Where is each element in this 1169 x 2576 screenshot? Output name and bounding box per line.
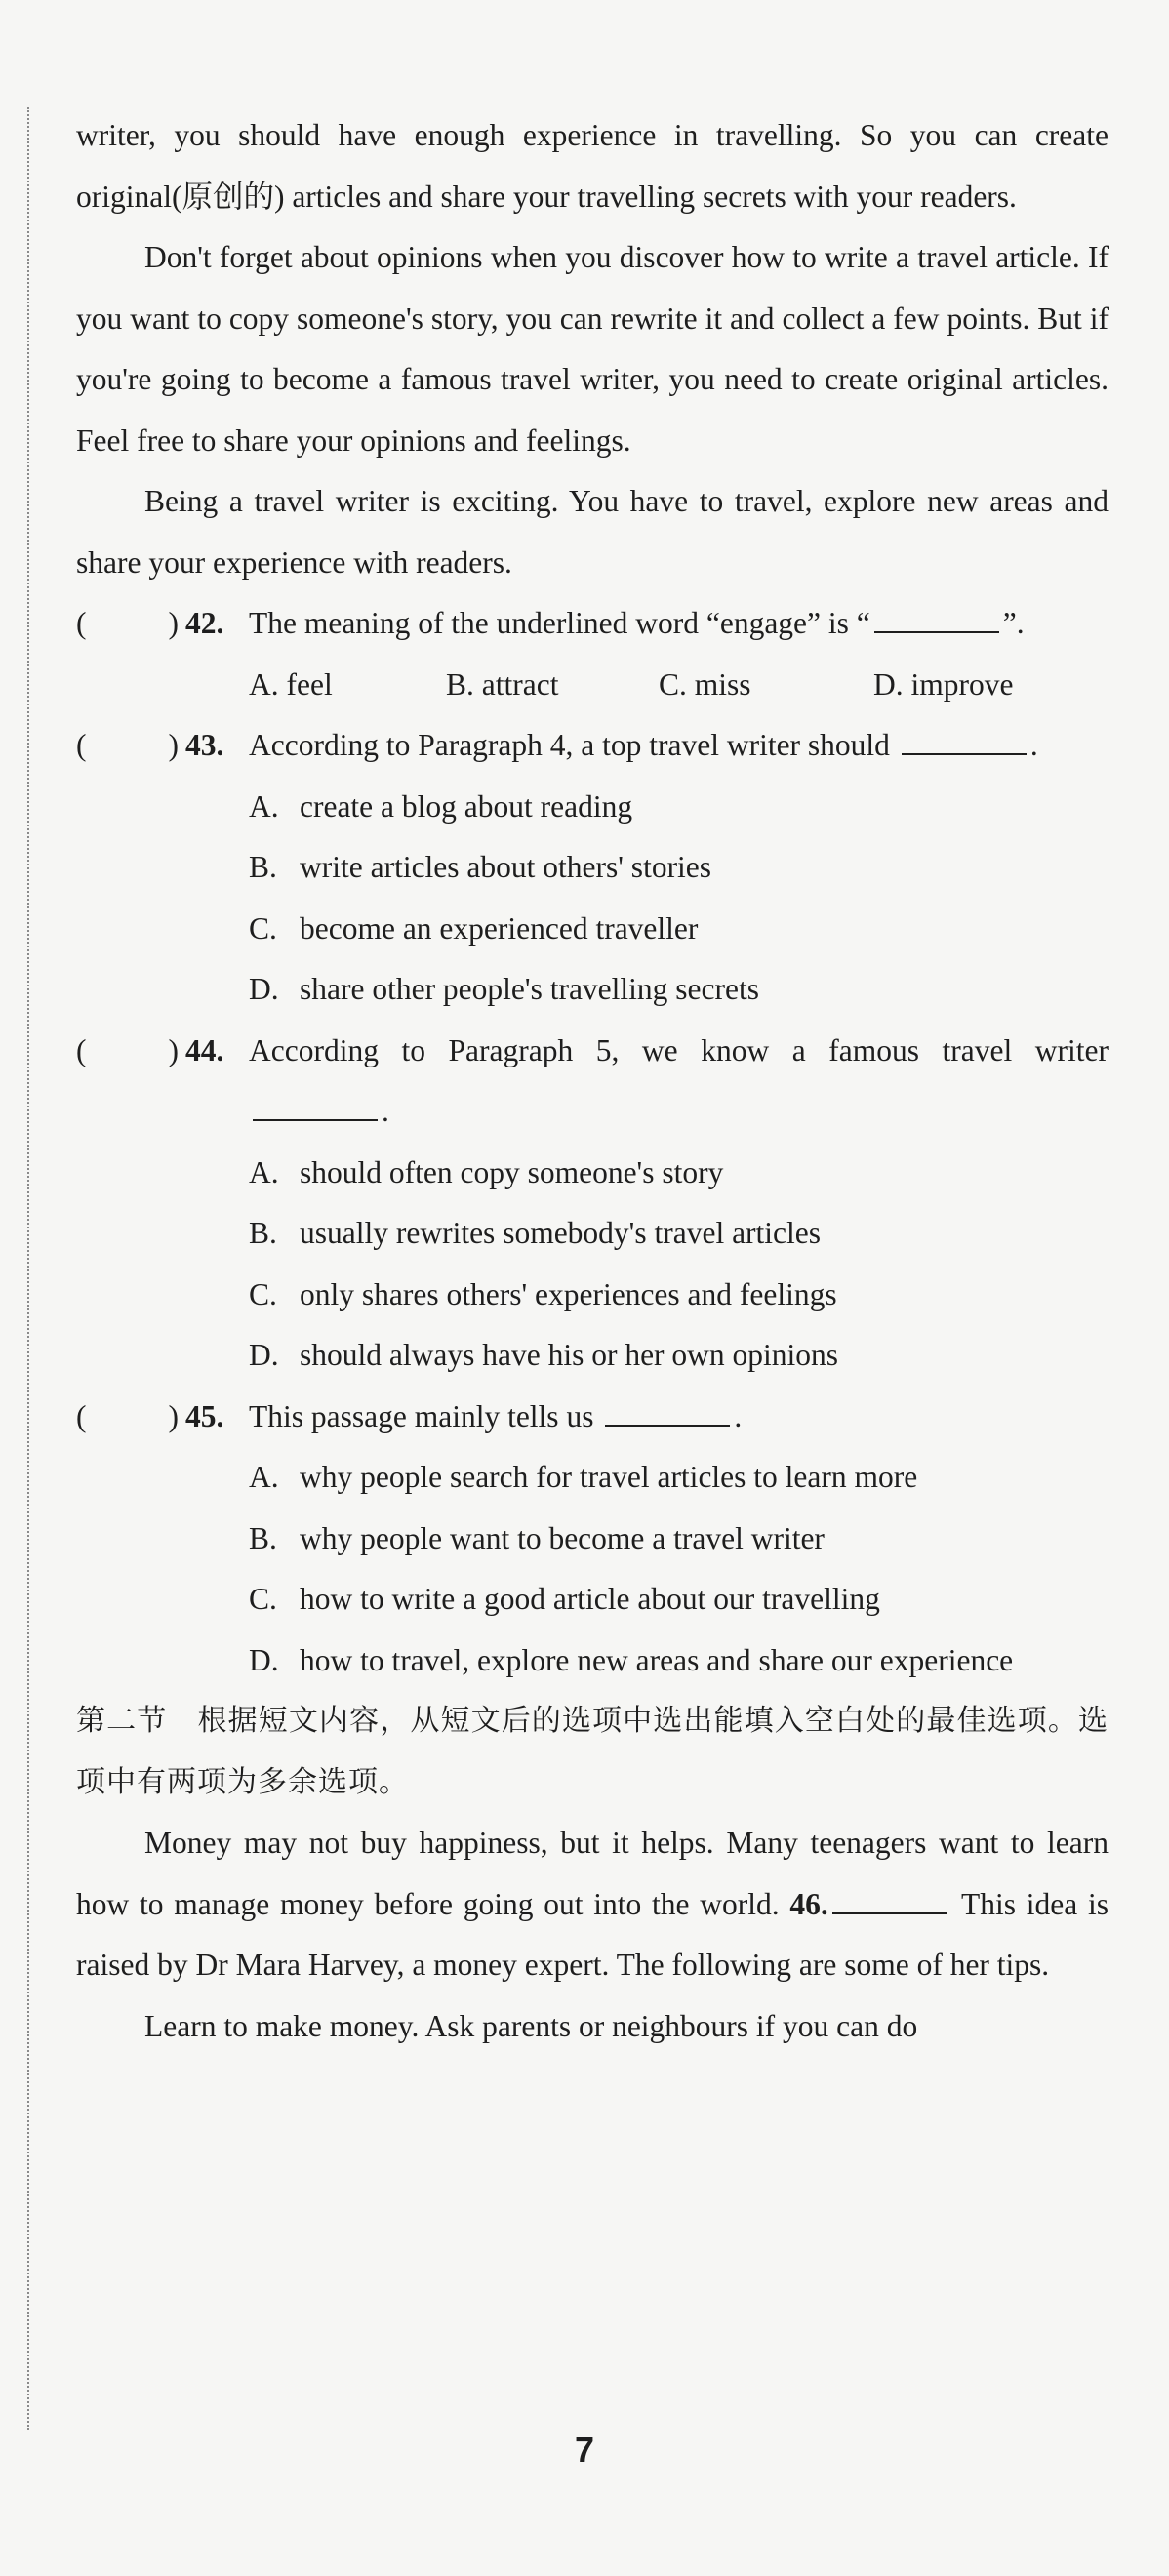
answer-bracket[interactable]: ( ) <box>76 1032 179 1067</box>
option-c[interactable]: C. become an experienced traveller <box>249 910 699 946</box>
binding-margin-line <box>27 107 29 2430</box>
answer-blank <box>902 732 1027 755</box>
section-heading: 第二节 根据短文内容，从短文后的选项中选出能填入空白处的最佳选项。选项中有两项为多余选项。 <box>76 1704 1109 1799</box>
question-44: ( ) 44. According to Paragraph 5, we know a famous travel writer . <box>76 1021 1109 1143</box>
option-a[interactable]: A. feel <box>249 666 333 702</box>
question-stem: According to Paragraph 4, a top travel writer should <box>249 728 898 762</box>
answer-bracket[interactable]: ( ) <box>76 728 179 762</box>
option-b[interactable]: B. attract <box>446 666 559 702</box>
option-b[interactable]: B. write articles about others' stories <box>249 850 712 884</box>
option-b[interactable]: B. why people want to become a travel writer <box>249 1520 825 1555</box>
blank-number: 46. <box>789 1886 828 1921</box>
question-42: ( ) 42. The meaning of the underlined word “engage” is “ ”. <box>76 593 1109 655</box>
passage-paragraph-cont: writer, you should have enough experience in travelling. So you can create original(原创的) articles and share your travelling secrets with your readers. <box>76 118 1109 214</box>
question-45: ( ) 45. This passage mainly tells us . <box>76 1387 1109 1448</box>
option-c[interactable]: C. only shares others' experiences and feelings <box>249 1276 837 1311</box>
answer-blank-46[interactable] <box>832 1891 947 1914</box>
question-number: 42. <box>185 606 224 640</box>
question-number: 45. <box>185 1398 224 1433</box>
option-a[interactable]: A. create a blog about reading <box>249 788 633 824</box>
option-b[interactable]: B. usually rewrites somebody's travel articles <box>249 1216 822 1250</box>
question-stem: According to Paragraph 5, we know a famous travel writer <box>249 1032 1109 1067</box>
option-d[interactable]: D. share other people's travelling secrets <box>249 972 759 1006</box>
option-a[interactable]: A. should often copy someone's story <box>249 1154 724 1189</box>
option-c[interactable]: C. miss <box>659 666 751 702</box>
answer-bracket[interactable]: ( ) <box>76 1398 179 1433</box>
options-row-42 <box>76 655 1109 716</box>
question-stem: This passage mainly tells us <box>249 1398 602 1433</box>
question-stem: The meaning of the underlined word “engage” is “ <box>249 606 870 640</box>
option-d[interactable]: D. should always have his or her own opinions <box>249 1338 839 1372</box>
answer-blank <box>253 1098 378 1121</box>
passage2-paragraph-2: Learn to make money. Ask parents or neighbours if you can do <box>144 2008 918 2043</box>
option-a[interactable]: A. why people search for travel articles to learn more <box>249 1460 918 1494</box>
option-d[interactable]: D. improve <box>873 666 1014 702</box>
page-number: 7 <box>574 2430 595 2470</box>
page-content <box>76 105 1109 2057</box>
passage2-paragraph-1: Money may not buy happiness, but it helps. Many teenagers want to learn how to manage money before going out into the world. 46. This idea is raised by Dr Mara Harvey, a money expert. The following are some of her tips. <box>76 1826 1109 1982</box>
option-d[interactable]: D. how to travel, explore new areas and share our experience <box>249 1642 1014 1677</box>
answer-bracket[interactable]: ( ) <box>76 606 179 640</box>
passage-paragraph-opinions: Don't forget about opinions when you discover how to write a travel article. If you want to copy someone's story, you can rewrite it and collect a few points. But if you're going to become a famous travel writer, you need to create original articles. Feel free to share your opinions and feelings. <box>76 240 1109 458</box>
passage-paragraph-exciting: Being a travel writer is exciting. You have to travel, explore new areas and share your experience with readers. <box>76 484 1109 580</box>
answer-blank <box>874 610 999 633</box>
question-number: 43. <box>185 728 224 762</box>
answer-blank <box>605 1403 730 1427</box>
question-number: 44. <box>185 1032 224 1067</box>
option-c[interactable]: C. how to write a good article about our travelling <box>249 1582 880 1616</box>
question-43: ( ) 43. According to Paragraph 4, a top travel writer should . <box>76 715 1109 777</box>
